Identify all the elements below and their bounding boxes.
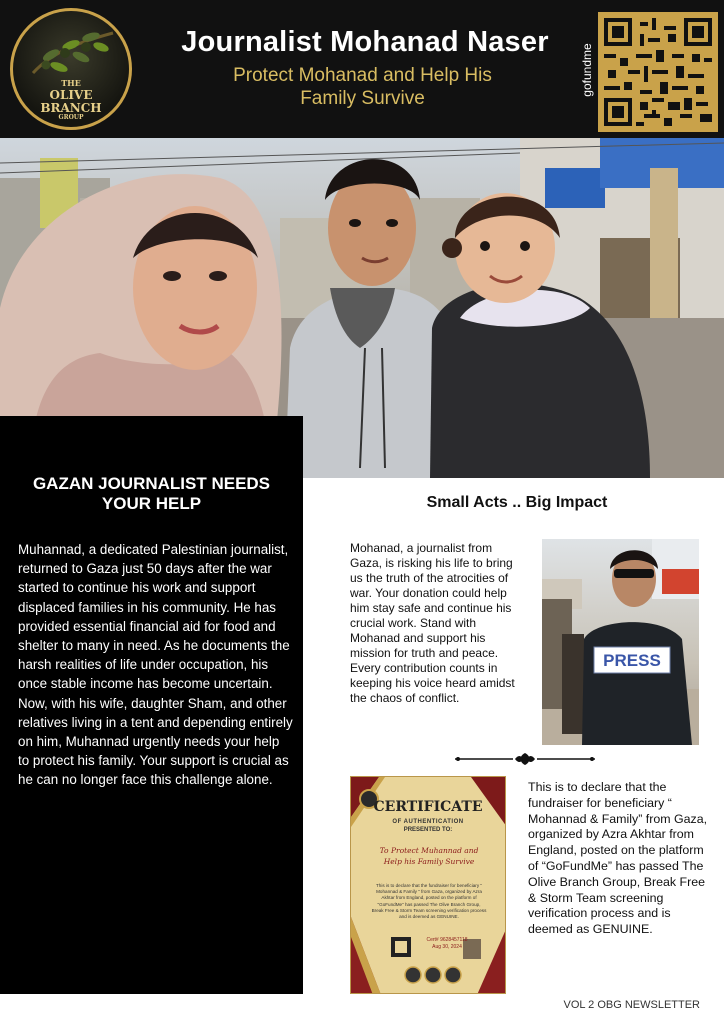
certificate-fund-line-2: Help his Family Survive bbox=[383, 857, 475, 866]
logo-line-3: BRANCH bbox=[40, 101, 102, 115]
olive-branch-logo bbox=[10, 8, 132, 130]
logo-line-2: OLIVE bbox=[49, 88, 93, 102]
certificate-fundraiser bbox=[373, 845, 485, 867]
certificate-text: This is to declare that the fundraiser for beneficiary " Mohannad & Family " from Gaza, organized by Azra Akhtar from England, posted on the platform of "GoFundMe" has passed The Olive Branch Group, Break Free & Storm Team screening verification process and is deemed as GENUINE. bbox=[371, 883, 487, 920]
press-photo bbox=[542, 539, 699, 745]
certificate-date: Aug 30, 2024 bbox=[432, 944, 462, 950]
appeal-body: Muhannad, a dedicated Palestinian journalist, returned to Gaza just 50 days after the war started to continue his work and support displaced families in his community. He has provided essential financial aid for food and shelter to many in need. As he documents the harsh realities of life under occupation, his once stable income has become uncertain. Now, with his wife, daughter Sham, and other relatives living in a tent and depending entirely on him, Muhannad urgently needs your help to protect his family. Your support is crucial as he can no longer face this challenge alone. bbox=[18, 542, 293, 788]
newsletter-footer: VOL 2 OBG NEWSLETTER bbox=[563, 999, 700, 1011]
certificate-image bbox=[350, 776, 506, 994]
certificate-subtitle: OF AUTHENTICATION bbox=[392, 819, 464, 825]
impact-body: Mohanad, a journalist from Gaza, is risking his life to bring us the truth of the atrocities of war. Your donation could help him stay safe and continue his crucial work. Stand with Mohanad and support his mission for truth and peace. Every contribution counts in keeping his voice heard amidst the chaos of conflict. bbox=[350, 541, 515, 705]
journalist-press-illustration bbox=[542, 539, 699, 745]
gofundme-text: gofundme bbox=[580, 43, 594, 97]
certificate-number: Cert# 9628457118 bbox=[426, 937, 468, 943]
logo-line-1: THE bbox=[61, 78, 81, 88]
ornament-divider-icon bbox=[455, 752, 595, 766]
appeal-heading-line-2: YOUR HELP bbox=[101, 494, 202, 513]
subtitle-line-2: Family Survive bbox=[300, 88, 425, 109]
qr-code-icon bbox=[604, 18, 712, 126]
impact-heading: Small Acts .. Big Impact bbox=[426, 494, 608, 511]
logo-line-4: GROUP bbox=[58, 114, 84, 121]
page-subtitle bbox=[150, 64, 575, 110]
appeal-heading-line-1: GAZAN JOURNALIST NEEDS bbox=[32, 474, 271, 493]
certificate-title: CERTIFICATE bbox=[373, 799, 483, 815]
header-banner bbox=[0, 0, 724, 138]
certificate-signature bbox=[417, 937, 477, 951]
press-label: PRESS bbox=[603, 651, 661, 670]
appeal-panel bbox=[0, 416, 303, 994]
appeal-heading bbox=[10, 474, 293, 514]
declaration-text: This is to declare that the fundraiser for beneficiary “ Mohannad & Family” from Gaza, organized by Azra Akhtar from England, posted on the platform of “GoFundMe” has passed The Olive Branch Group, Break Free & Storm Team screening verification process and is deemed as GENUINE. bbox=[528, 780, 708, 937]
subtitle-line-1: Protect Mohanad and Help His bbox=[233, 65, 492, 86]
qr-code[interactable] bbox=[598, 12, 718, 132]
certificate-fund-line-1: To Protect Muhannad and bbox=[379, 846, 479, 855]
page-title: Journalist Mohanad Naser bbox=[181, 26, 549, 58]
certificate-presented: PRESENTED TO: bbox=[403, 827, 453, 833]
